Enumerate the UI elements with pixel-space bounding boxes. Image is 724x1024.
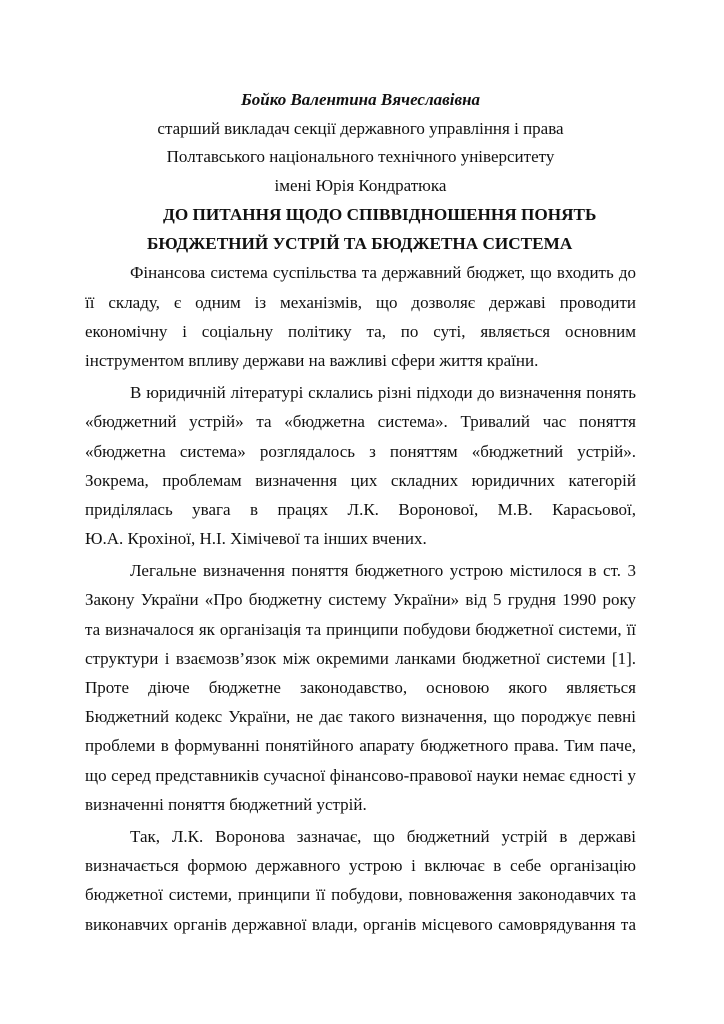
paragraph-line: Так, Л.К. Воронова зазначає, що бюджетний устрій в державі	[130, 826, 636, 846]
paragraph-line: Фінансова система суспільства та державний бюджет, що входить до	[130, 263, 636, 283]
paragraph-line: визначенні поняття бюджетний устрій.	[85, 794, 367, 814]
paragraph	[85, 556, 636, 819]
paragraph	[85, 258, 636, 375]
paragraph-line: інструментом впливу держави на важливі сфери життя країни.	[85, 350, 539, 370]
paragraph-line: «бюджетна система» розглядалось з поняттям «бюджетний устрій».	[85, 441, 636, 461]
paragraph-line: Легальне визначення поняття бюджетного устрою містилося в ст. 3	[130, 561, 636, 581]
document-page	[85, 86, 636, 939]
paragraph-line: та визначалося як організація та принципи побудови бюджетної системи, її	[85, 619, 636, 639]
paragraph-line: приділялась увага в працях Л.К. Воронової, М.В. Карасьової,	[85, 499, 636, 519]
paragraph-line: В юридичній літературі склались різні підходи до визначення понять	[130, 383, 636, 403]
paragraph-line: проблеми в формуванні понятійного апарату бюджетного права. Тим паче,	[85, 736, 636, 756]
paragraph-line: визначається формою державного устрою і включає в себе організацію	[85, 856, 636, 876]
author-name: Бойко Валентина Вячеславівна	[240, 90, 481, 109]
paragraph-line: бюджетної системи, принципи її побудови, повноваження законодавчих та	[85, 885, 636, 905]
paragraph-line: Ю.А. Крохіної, Н.І. Хімічевої та інших вчених.	[85, 529, 427, 549]
paragraph-line: що серед представників сучасної фінансово-правової науки немає єдності у	[85, 765, 636, 785]
paragraph-line: виконавчих органів державної влади, органів місцевого самоврядування та	[85, 914, 636, 934]
paragraph-line: економічну і соціальну політику та, по суті, являється основним	[85, 321, 636, 341]
article-title-line: БЮДЖЕТНИЙ УСТРІЙ ТА БЮДЖЕТНА СИСТЕМА	[147, 234, 573, 254]
affiliation-line: старший викладач секції державного управління і права	[157, 118, 564, 138]
paragraph	[85, 822, 636, 939]
paragraph-line: її складу, є одним із механізмів, що дозволяє державі проводити	[85, 292, 636, 312]
affiliation-line: Полтавського національного технічного університету	[166, 147, 555, 167]
article-body	[85, 258, 636, 938]
paragraph	[85, 378, 636, 553]
paragraph-line: Зокрема, проблемам визначення цих складних юридичних категорій	[85, 470, 636, 490]
paragraph-line: «бюджетний устрій» та «бюджетна система». Тривалий час поняття	[85, 412, 636, 432]
affiliation-line: імені Юрія Кондратюка	[274, 175, 447, 195]
paragraph-line: Проте діюче бюджетне законодавство, основою якого являється	[85, 678, 636, 697]
paragraph-line: структури і взаємозв’язок між окремими ланками бюджетної системи [1].	[85, 648, 636, 668]
paragraph-line: Бюджетний кодекс України, не дає такого визначення, що породжує певні	[85, 707, 636, 727]
paragraph-line: Закону України «Про бюджетну систему України» від 5 грудня 1990 року	[85, 590, 636, 610]
article-title-line: ДО ПИТАННЯ ЩОДО СПІВВІДНОШЕННЯ ПОНЯТЬ	[163, 205, 597, 225]
